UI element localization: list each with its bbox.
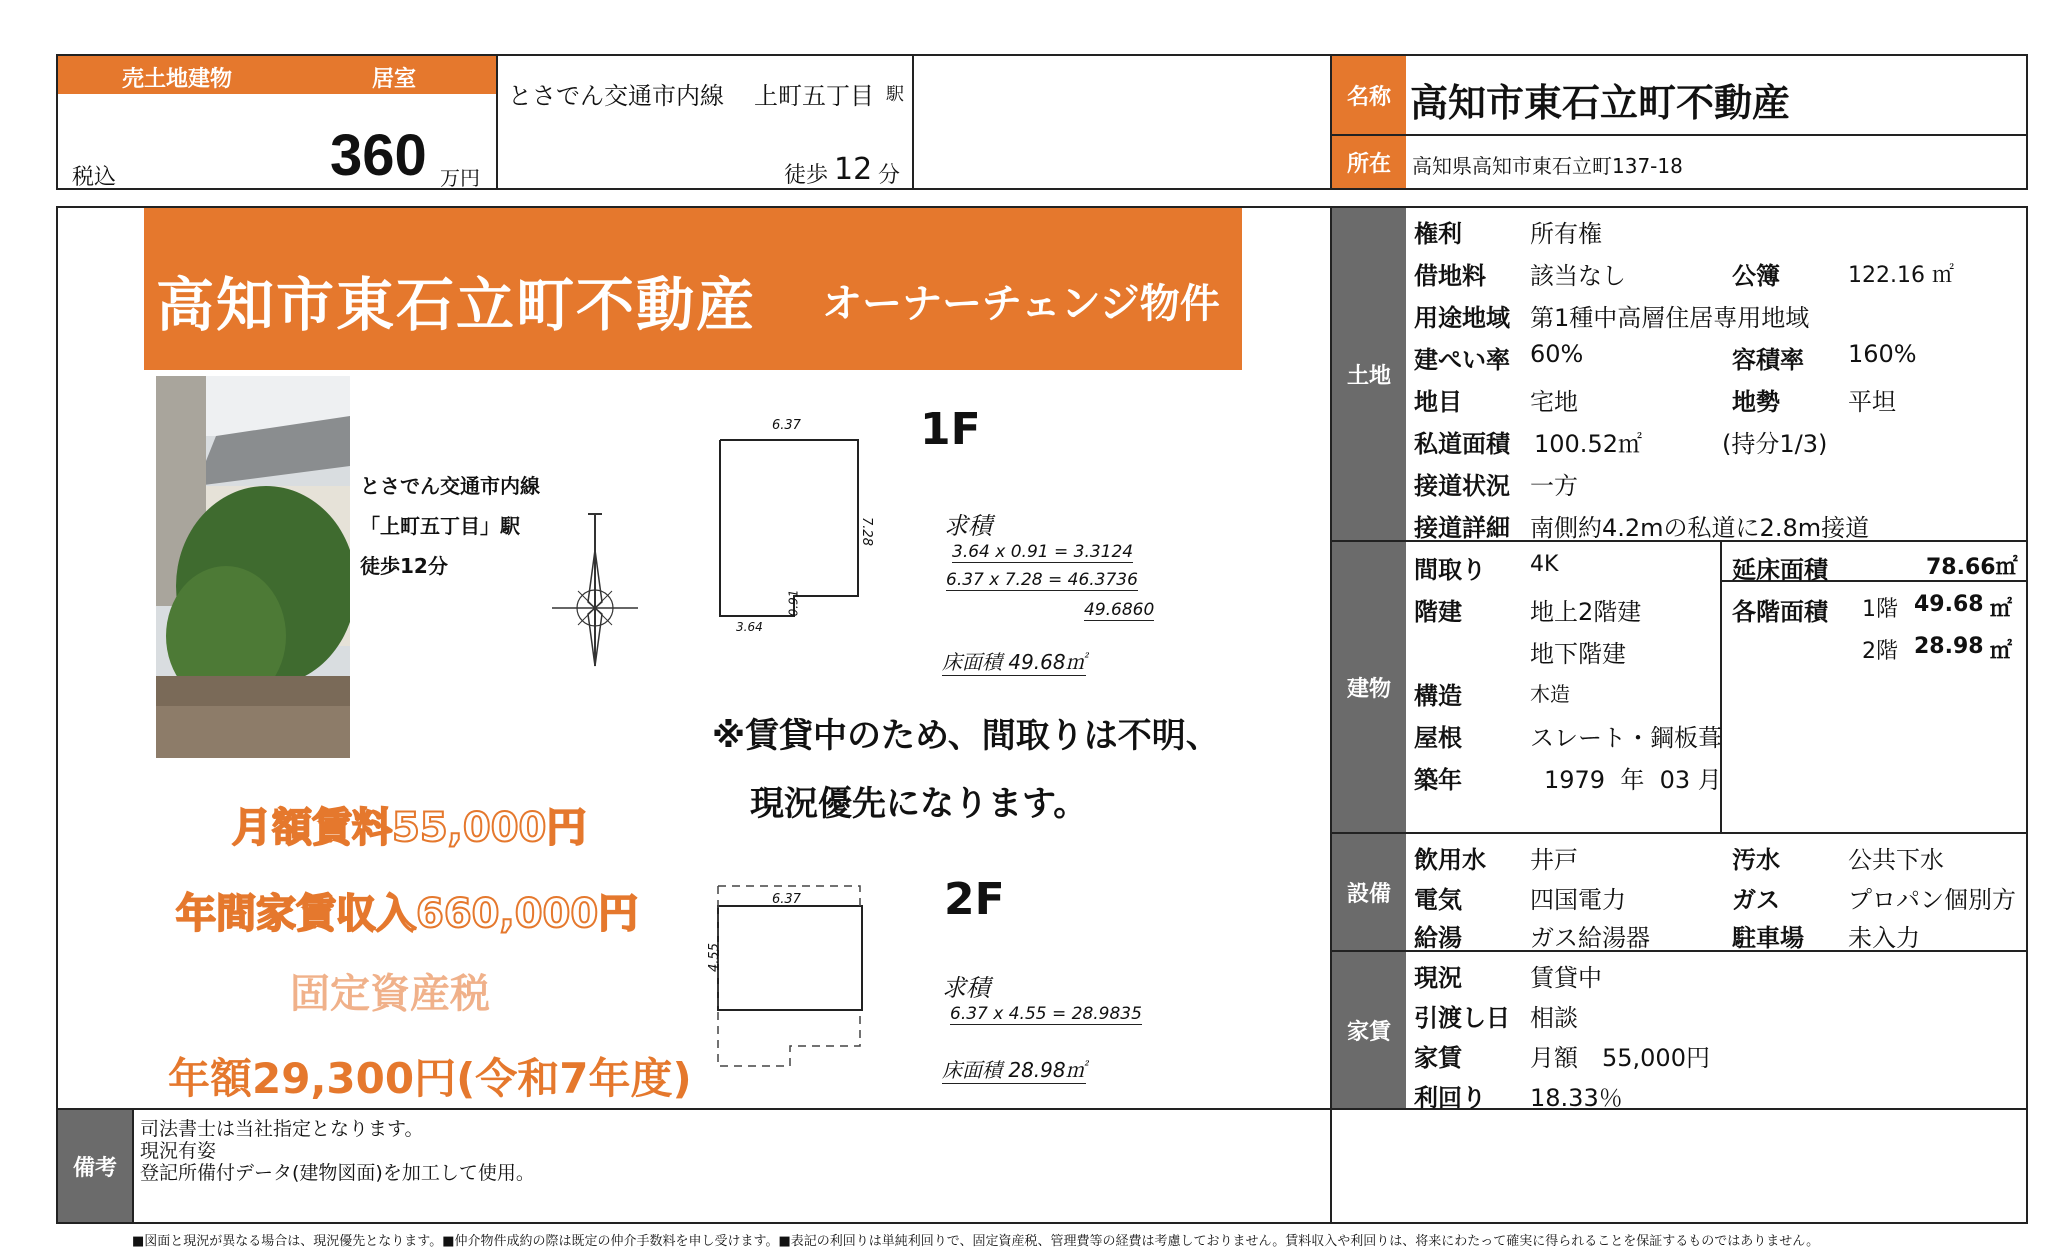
footer-disclaimer: ■図面と現況が異なる場合は、現況優先となります。■仲介物件成約の際は既定の仲介手数料を申し受けます。■表記の利回りは単純利回りで、固定資産税、管理費等の経費は考慮しておりません。賃料収入や利回りは、将来にわたって確実に得られることを保証するものではありません。	[132, 1234, 1820, 1249]
access-value: 一方	[1530, 472, 1578, 500]
line-name: とさでん交通市内線	[508, 82, 724, 110]
water-label: 飲用水	[1414, 846, 1486, 874]
type-label: 売土地建物	[122, 67, 233, 92]
far-value: 160%	[1848, 340, 1917, 368]
floor2-label: 2階	[1862, 639, 1898, 664]
floors-below: 地下階建	[1530, 640, 1626, 668]
area-1f: 床面積 49.68㎡	[942, 646, 1086, 676]
total-area-label: 延床面積	[1732, 556, 1828, 584]
floors-label: 階建	[1414, 598, 1462, 626]
calc-1f-title: 求積	[944, 512, 992, 540]
handover-label: 引渡し日	[1414, 1004, 1510, 1032]
category-label: 地目	[1414, 388, 1462, 416]
floors-above: 地上2階建	[1530, 598, 1642, 626]
remarks-label: 備考	[58, 1110, 132, 1222]
status-value: 賃貸中	[1530, 964, 1602, 992]
access-label: 接道状況	[1414, 472, 1510, 500]
property-photo	[156, 376, 350, 758]
price-value: 360	[330, 123, 427, 188]
terrain-label: 地勢	[1732, 388, 1780, 416]
total-area-value: 78.66㎡	[1926, 555, 2018, 580]
monthly-rent-text: 月額賃料55,000円	[232, 805, 587, 851]
coverage-value: 60%	[1530, 340, 1584, 368]
floor1-label: 1階	[1862, 597, 1898, 622]
built-value: 1979 年 03 月	[1544, 766, 1722, 794]
remarks-line3: 登記所備付データ(建物図面)を加工して使用。	[140, 1162, 535, 1184]
calc-2f-row1: 6.37 x 4.55 = 28.9835	[950, 1004, 1142, 1024]
rent-notice-line1: ※賃貸中のため、間取りは不明、	[712, 716, 1220, 756]
coverage-label: 建ぺい率	[1414, 346, 1510, 374]
dim-1f-side: 7.28	[858, 517, 874, 546]
section-building: 建物	[1332, 542, 1406, 832]
registry-label: 公簿	[1732, 262, 1780, 290]
terrain-value: 平坦	[1848, 388, 1896, 416]
remarks-line2: 現況有姿	[140, 1140, 217, 1162]
hotwater-value: ガス給湯器	[1530, 924, 1650, 952]
rights-label: 権利	[1414, 220, 1462, 248]
photo-caption-line1: とさでん交通市内線	[360, 474, 540, 498]
tax-title-text: 固定資産税	[290, 971, 490, 1017]
section-facilities: 設備	[1332, 834, 1406, 950]
walk-minutes: 12	[834, 152, 873, 187]
price-unit: 万円	[440, 166, 480, 190]
share-value: (持分1/3)	[1722, 430, 1828, 458]
photo-caption-line3: 徒歩12分	[360, 554, 448, 578]
label-2f: 2F	[944, 874, 1005, 925]
hotwater-label: 給湯	[1414, 924, 1462, 952]
banner-subtitle: オーナーチェンジ物件	[822, 281, 1220, 327]
floor2-unit: ㎡	[1990, 639, 2013, 664]
annual-income-text: 年間家賃収入660,000円	[176, 891, 639, 937]
dim-1f-top: 6.37	[772, 418, 801, 433]
remarks-line1: 司法書士は当社指定となります。	[140, 1118, 424, 1140]
area-2f: 床面積 28.98㎡	[942, 1054, 1086, 1084]
property-name: 高知市東石立町不動産	[1410, 81, 1791, 125]
parking-label: 駐車場	[1732, 924, 1804, 952]
structure-label: 構造	[1414, 682, 1462, 710]
station-suffix: 駅	[886, 84, 904, 105]
electric-label: 電気	[1414, 886, 1462, 914]
registry-value: 122.16 ㎡	[1848, 263, 1954, 288]
structure-value: 木造	[1530, 682, 1570, 706]
section-rent: 家賃	[1332, 952, 1406, 1108]
dim-2f-top: 6.37	[772, 892, 801, 907]
electric-value: 四国電力	[1530, 886, 1626, 914]
address-value: 高知県高知市東石立町137-18	[1412, 154, 1683, 178]
yield-value: 18.33％	[1530, 1084, 1623, 1112]
rights-value: 所有権	[1530, 220, 1602, 248]
gas-value: プロパン個別方	[1848, 886, 2016, 914]
rent-label: 家賃	[1414, 1044, 1462, 1072]
rent-value: 月額 55,000円	[1530, 1044, 1710, 1072]
tax-amount-text: 年額29,300円(令和7年度)	[168, 1054, 692, 1103]
floor-area-label: 各階面積	[1732, 598, 1828, 626]
floor2-value: 28.98	[1914, 634, 1984, 659]
banner-title: 高知市東石立町不動産	[156, 271, 757, 339]
remarks-label-divider	[132, 1108, 134, 1224]
station-name: 上町五丁目	[754, 82, 874, 110]
dim-2f-side: 4.55	[706, 943, 722, 972]
parking-value: 未入力	[1848, 924, 1920, 952]
photo-caption-line2: 「上町五丁目」駅	[360, 514, 520, 538]
compass-icon	[548, 510, 642, 670]
remarks-divider	[56, 1108, 2028, 1110]
water-value: 井戸	[1530, 846, 1578, 874]
lease-value: 該当なし	[1530, 262, 1626, 290]
private-road-label: 私道面積	[1414, 430, 1510, 458]
calc-2f-title: 求積	[942, 974, 990, 1002]
calc-1f-row1: 3.64 x 0.91 = 3.3124	[952, 542, 1134, 562]
access-detail-value: 南側約4.2mの私道に2.8m接道	[1530, 514, 1870, 542]
roof-value: スレート・鋼板葺	[1530, 724, 1722, 752]
dim-1f-small: 0.91	[786, 589, 801, 617]
calc-1f-total: 49.6860	[1084, 600, 1155, 620]
category-value: 宅地	[1530, 388, 1578, 416]
dim-1f-bottom: 3.64	[736, 620, 763, 634]
status-label: 現況	[1414, 964, 1462, 992]
section-land: 土地	[1332, 208, 1406, 540]
name-label: 名称	[1332, 56, 1406, 134]
far-label: 容積率	[1732, 346, 1804, 374]
floor1-unit: ㎡	[1990, 597, 2013, 622]
layout-value: 4K	[1530, 552, 1559, 577]
label-1f: 1F	[920, 404, 981, 455]
floor1-value: 49.68	[1914, 592, 1984, 617]
header-name-divider	[1330, 134, 2028, 136]
roof-label: 屋根	[1414, 724, 1462, 752]
sewage-value: 公共下水	[1848, 846, 1944, 874]
header-blank-box	[912, 54, 1332, 190]
zoning-label: 用途地域	[1414, 304, 1510, 332]
rent-notice-line2: 現況優先になります。	[750, 784, 1088, 824]
calc-1f-row2: 6.37 x 7.28 = 46.3736	[946, 570, 1138, 590]
zoning-value: 第1種中高層住居専用地域	[1530, 304, 1810, 332]
yield-label: 利回り	[1414, 1084, 1486, 1112]
built-label: 築年	[1414, 766, 1462, 794]
building-facility-divider	[1330, 832, 2028, 834]
gas-label: ガス	[1732, 886, 1780, 914]
lease-label: 借地料	[1414, 262, 1486, 290]
walk-unit: 分	[878, 163, 901, 188]
address-label: 所在	[1332, 136, 1406, 188]
room-label: 居室	[372, 67, 417, 92]
layout-label: 間取り	[1414, 556, 1486, 584]
access-detail-label: 接道詳細	[1414, 514, 1510, 542]
sewage-label: 汚水	[1732, 846, 1780, 874]
handover-value: 相談	[1530, 1004, 1578, 1032]
walk-label: 徒歩	[784, 163, 829, 188]
tax-label: 税込	[72, 165, 117, 190]
private-road-value: 100.52㎡	[1534, 430, 1642, 458]
